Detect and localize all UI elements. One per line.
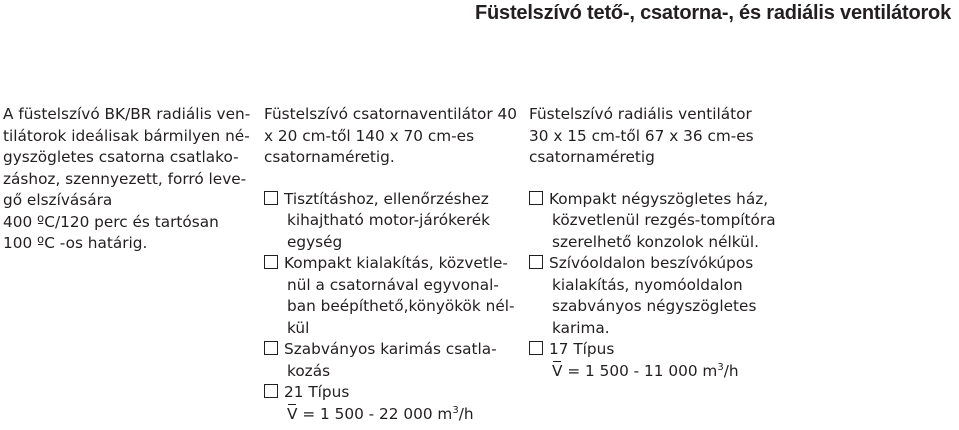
intro-column (3, 104, 253, 255)
text-line: csatornaméretig. (264, 148, 395, 166)
feature-item: Szívóoldalon beszívókúpos kialakítás, nyomóoldalon szabványos négyszögletes karima. (529, 253, 789, 339)
checkbox-icon (529, 191, 543, 205)
checkbox-icon (264, 384, 278, 398)
flow-rate: V = 1 500 - 11 000 $m^3/h$ (529, 361, 789, 383)
text-line: gyszögletes csatorna csatlako- (3, 148, 239, 166)
page-title: Füstelszívó tető-, csatorna-, és radiális ventilátorok (474, 2, 951, 24)
text-line: x 20 cm-től 140 x 70 cm-es (264, 126, 475, 145)
checkbox-icon (264, 191, 278, 205)
feature-item: Szabványos karimás csatla- kozás (264, 339, 514, 382)
checkbox-icon (264, 341, 278, 355)
text-line: záshoz, szennyezett, forró leve- (3, 169, 247, 188)
text-line: tilátorok ideálisak bármilyen né- (3, 126, 250, 145)
text-line: csatornaméretig (529, 148, 655, 166)
text-line: Füstelszívó csatornaventilátor 40 (264, 105, 518, 123)
type-item: 21 Típus (264, 382, 514, 404)
channel-fan-column (264, 104, 518, 425)
feature-item: Kompakt négyszögletes ház, közvetlenül rezgés-tompítóra szerelhető konzolok nélkül. (529, 189, 789, 254)
flow-rate: V = 1 500 - 22 000 $m^3/h$ (264, 404, 514, 426)
text-line: A füstelszívó BK/BR radiális ven- (3, 105, 251, 123)
radial-fan-column (529, 104, 789, 382)
text-line: gő elszívására (3, 191, 113, 209)
type-item: 17 Típus (529, 339, 789, 361)
feature-item: Tisztításhoz, ellenőrzéshez kihajtható motor-járókerék egység (264, 189, 514, 254)
checkbox-icon (529, 255, 543, 269)
checkbox-icon (529, 341, 543, 355)
text-line: 100 ºC -os határig. (3, 234, 148, 252)
feature-item: Kompakt kialakítás, közvetle- nül a csatornával egyvonal- ban beépíthető,könyökök nél- kül (264, 253, 514, 339)
checkbox-icon (264, 255, 278, 269)
text-line: 30 x 15 cm-től 67 x 36 cm-es (529, 126, 754, 145)
text-line: Füstelszívó radiális ventilátor (529, 105, 752, 123)
text-line: 400 ºC/120 perc és tartósan (3, 212, 219, 231)
